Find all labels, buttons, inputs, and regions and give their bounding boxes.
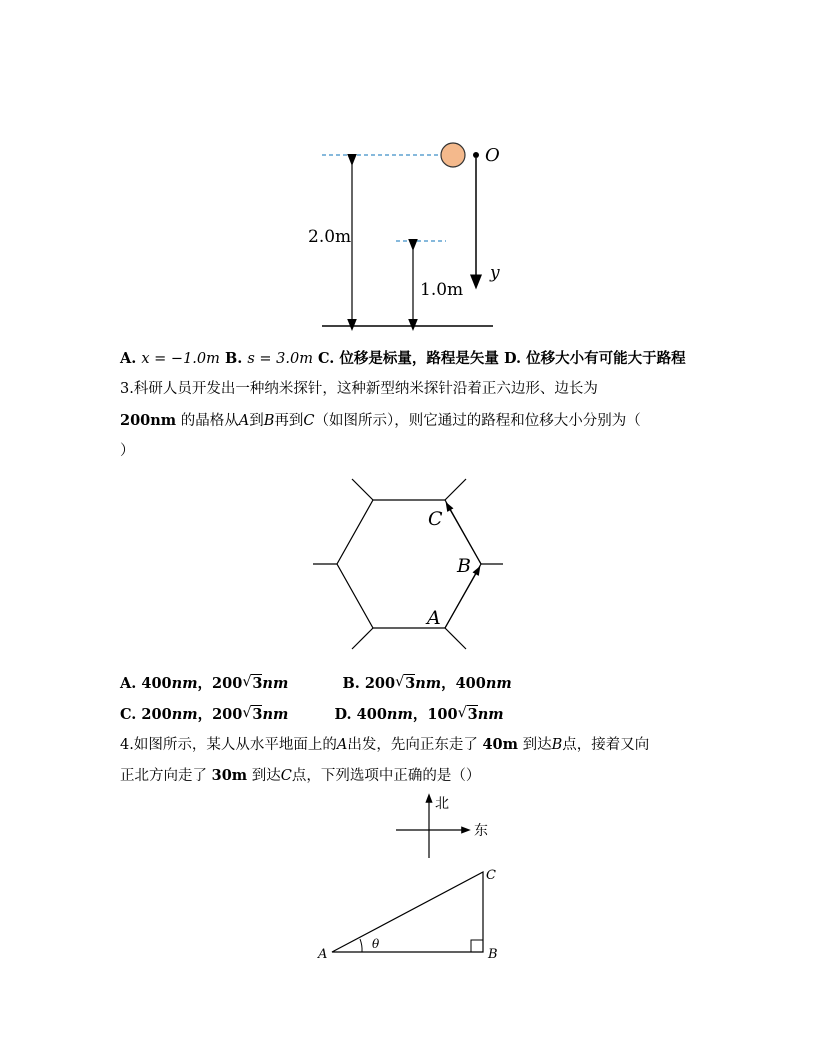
angle-arc [360, 939, 362, 952]
q4-line-2: 正北方向走了 30m 到达C点，下列选项中正确的是（） [120, 767, 481, 784]
triangle-point-a: A [318, 947, 328, 962]
triangle-point-b: B [488, 947, 498, 962]
q4-line-1: 4.如图所示，某人从水平地面上的A出发，先向正东走了 40m 到达B点，接着又向 [120, 736, 650, 753]
option-a-expr: x = −1.0 [141, 351, 207, 367]
triangle-point-c: C [486, 868, 496, 883]
y-axis-label: y [490, 263, 500, 283]
option-a-unit: m [206, 351, 220, 367]
option-b-unit: m [299, 351, 313, 367]
height-label-1m: 1.0m [420, 280, 464, 300]
triangle-abc [332, 872, 483, 952]
q3-options-row-2: C. 200nm，200√ 3nm D. 400nm，100√ 3nm [120, 703, 504, 724]
origin-point [473, 152, 479, 158]
q3-line-1: 3.科研人员开发出一种纳米探针，这种新型纳米探针沿着正六边形、边长为 [120, 381, 598, 397]
option-b-label: B. [224, 350, 243, 367]
hexagon-point-c: C [428, 508, 443, 530]
option-a-label: A. [120, 350, 137, 367]
origin-label: O [485, 145, 500, 166]
q3-options-row-1: A. 400nm，200√ 3nm B. 200√ 3nm，400nm [120, 672, 512, 693]
right-angle-mark [471, 940, 483, 952]
option-c-text: C. 位移是标量，路程是矢量 [318, 350, 499, 367]
option-d-text: D. 位移大小有可能大于路程 [503, 350, 686, 367]
displacement-triangle-figure [300, 790, 520, 970]
height-label-2m: 2.0m [308, 227, 352, 247]
q2-options [120, 347, 686, 368]
hexagon-figure [300, 470, 520, 660]
east-label: 东 [474, 823, 488, 839]
hexagon-point-a: A [427, 607, 441, 629]
angle-theta-label: θ [372, 937, 380, 951]
q3-line-2: 200nm 的晶格从A到B再到C（如图所示），则它通过的路程和位移大小分别为（ [120, 412, 641, 429]
option-b-expr: s = 3.0 [247, 351, 300, 367]
hexagon-point-b: B [457, 555, 471, 577]
q3-line-3: ） [120, 443, 135, 459]
falling-ball-figure [300, 130, 520, 335]
north-label: 北 [435, 796, 449, 812]
path-a-to-b-arrow [445, 570, 478, 628]
ball [441, 143, 465, 167]
